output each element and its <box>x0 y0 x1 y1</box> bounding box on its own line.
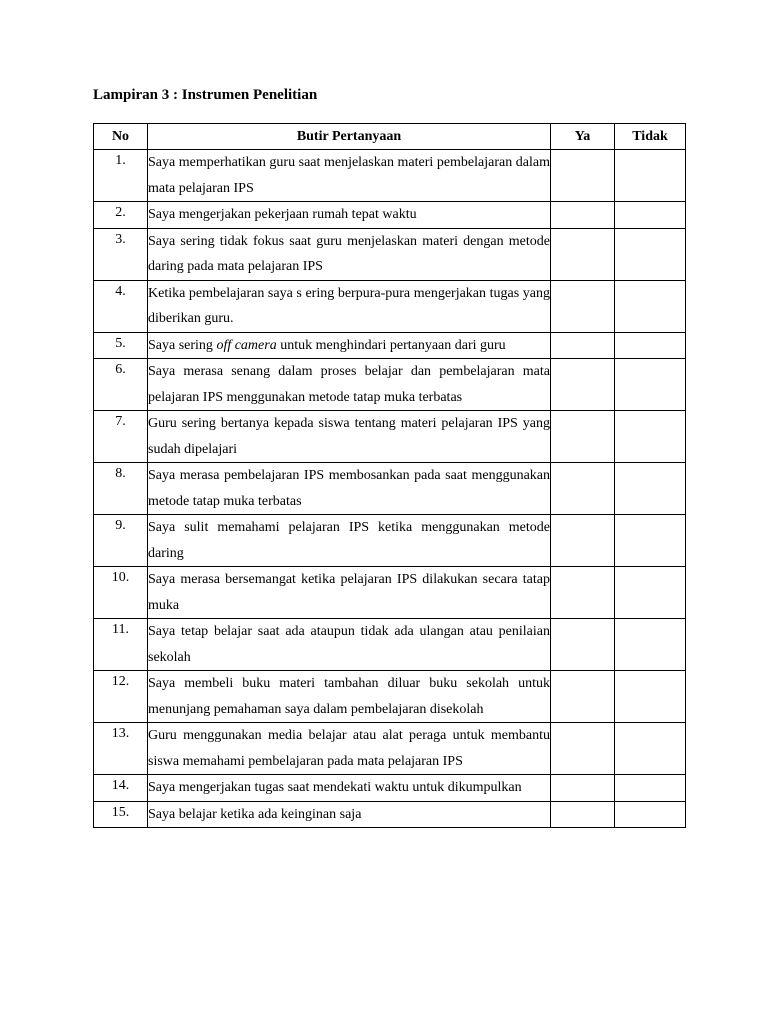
page-heading: Lampiran 3 : Instrumen Penelitian <box>93 87 318 103</box>
row-question: Saya merasa pembelajaran IPS membosankan pada saat menggunakan metode tatap muka terbatas <box>148 463 551 515</box>
row-question-text: Saya mengerjakan pekerjaan rumah tepat waktu <box>148 207 417 222</box>
row-question: Saya membeli buku materi tambahan diluar buku sekolah untuk menunjang pemahaman saya dalam pembelajaran disekolah <box>148 671 551 723</box>
row-number: 1. <box>94 150 148 202</box>
row-question <box>148 202 551 229</box>
answer-no-cell[interactable] <box>615 463 686 515</box>
row-question-text: untuk menghindari pertanyaan dari guru <box>276 337 506 353</box>
table-row <box>94 567 686 619</box>
table-row <box>94 202 686 229</box>
column-header-no-answer: Tidak <box>615 124 686 150</box>
answer-yes-cell[interactable] <box>551 359 615 411</box>
answer-yes-cell[interactable] <box>551 202 615 229</box>
table-row <box>94 619 686 671</box>
table-row <box>94 150 686 202</box>
row-question: Guru sering bertanya kepada siswa tentang materi pelajaran IPS yang sudah dipelajari <box>148 411 551 463</box>
row-question: Saya mengerjakan tugas saat mendekati waktu untuk dikumpulkan <box>148 775 551 802</box>
row-number: 14. <box>94 775 148 802</box>
row-number: 13. <box>94 723 148 775</box>
row-question: Saya sulit memahami pelajaran IPS ketika menggunakan metode daring <box>148 515 551 567</box>
answer-no-cell[interactable] <box>615 150 686 202</box>
row-question: Saya merasa senang dalam proses belajar dan pembelajaran mata pelajaran IPS menggunakan metode tatap muka terbatas <box>148 359 551 411</box>
answer-no-cell[interactable] <box>615 411 686 463</box>
answer-yes-cell[interactable] <box>551 723 615 775</box>
row-question: Saya tetap belajar saat ada ataupun tidak ada ulangan atau penilaian sekolah <box>148 619 551 671</box>
answer-yes-cell[interactable] <box>551 332 615 359</box>
table-row <box>94 280 686 332</box>
row-number: 12. <box>94 671 148 723</box>
answer-yes-cell[interactable] <box>551 619 615 671</box>
row-question-text: Saya sering <box>148 337 217 353</box>
table-row <box>94 411 686 463</box>
answer-no-cell[interactable] <box>615 801 686 828</box>
row-question <box>148 801 551 828</box>
table-row <box>94 671 686 723</box>
answer-yes-cell[interactable] <box>551 775 615 802</box>
column-header-no: No <box>94 124 148 150</box>
table-row <box>94 332 686 359</box>
column-header-yes: Ya <box>551 124 615 150</box>
answer-yes-cell[interactable] <box>551 150 615 202</box>
answer-yes-cell[interactable] <box>551 411 615 463</box>
answer-no-cell[interactable] <box>615 228 686 280</box>
questionnaire-table <box>93 123 686 828</box>
row-question: Ketika pembelajaran saya s ering berpura-pura mengerjakan tugas yang diberikan guru. <box>148 280 551 332</box>
row-number: 8. <box>94 463 148 515</box>
row-number: 7. <box>94 411 148 463</box>
row-number: 4. <box>94 280 148 332</box>
answer-yes-cell[interactable] <box>551 671 615 723</box>
row-number: 2. <box>94 202 148 229</box>
table-row <box>94 228 686 280</box>
answer-yes-cell[interactable] <box>551 280 615 332</box>
table-row <box>94 463 686 515</box>
answer-no-cell[interactable] <box>615 515 686 567</box>
row-question: Guru menggunakan media belajar atau alat peraga untuk membantu siswa memahami pembelajaran pada mata pelajaran IPS <box>148 723 551 775</box>
row-number: 9. <box>94 515 148 567</box>
row-number: 6. <box>94 359 148 411</box>
answer-no-cell[interactable] <box>615 280 686 332</box>
row-question-text: Saya belajar ketika ada keinginan saja <box>148 806 362 822</box>
table-row <box>94 515 686 567</box>
answer-no-cell[interactable] <box>615 332 686 359</box>
answer-yes-cell[interactable] <box>551 567 615 619</box>
answer-no-cell[interactable] <box>615 359 686 411</box>
column-header-question: Butir Pertanyaan <box>148 124 551 150</box>
table-row <box>94 801 686 828</box>
table-header-row <box>94 124 686 150</box>
row-question <box>148 332 551 359</box>
row-question: Saya sering tidak fokus saat guru menjelaskan materi dengan metode daring pada mata pelajaran IPS <box>148 228 551 280</box>
answer-yes-cell[interactable] <box>551 801 615 828</box>
answer-no-cell[interactable] <box>615 202 686 229</box>
answer-no-cell[interactable] <box>615 723 686 775</box>
answer-no-cell[interactable] <box>615 567 686 619</box>
row-question: Saya merasa bersemangat ketika pelajaran IPS dilakukan secara tatap muka <box>148 567 551 619</box>
row-number: 3. <box>94 228 148 280</box>
answer-no-cell[interactable] <box>615 671 686 723</box>
answer-no-cell[interactable] <box>615 775 686 802</box>
answer-yes-cell[interactable] <box>551 228 615 280</box>
row-number: 11. <box>94 619 148 671</box>
table-row <box>94 775 686 802</box>
answer-yes-cell[interactable] <box>551 463 615 515</box>
answer-no-cell[interactable] <box>615 619 686 671</box>
row-number: 15. <box>94 801 148 828</box>
table-row <box>94 359 686 411</box>
row-number: 10. <box>94 567 148 619</box>
row-number: 5. <box>94 332 148 359</box>
row-question-italic: off camera <box>216 337 277 353</box>
table-row <box>94 723 686 775</box>
answer-yes-cell[interactable] <box>551 515 615 567</box>
row-question: Saya memperhatikan guru saat menjelaskan materi pembelajaran dalam mata pelajaran IPS <box>148 150 551 202</box>
